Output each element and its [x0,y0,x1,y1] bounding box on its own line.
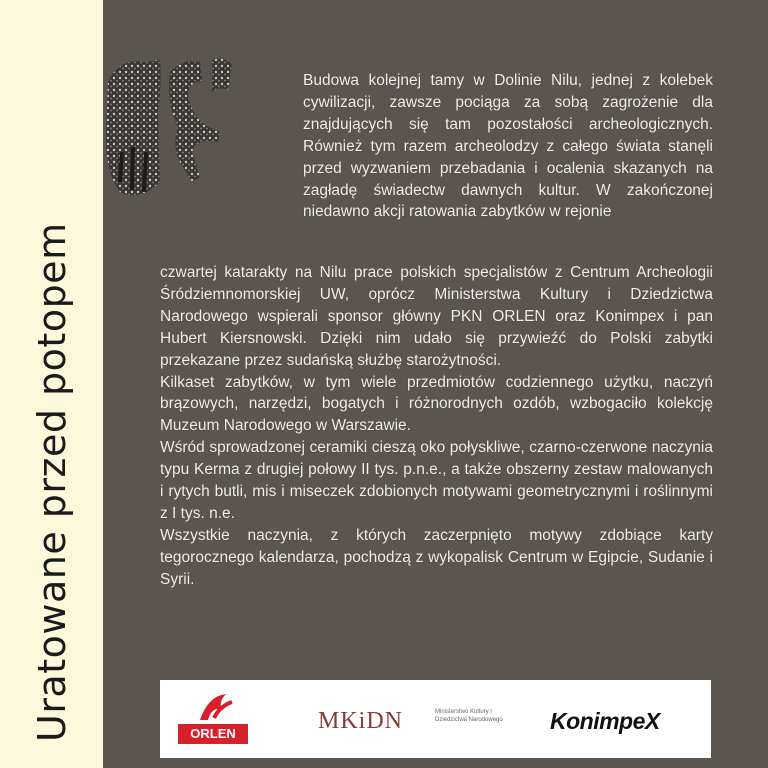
body-paragraph: Wśród sprowadzonej ceramiki cieszą oko połyskliwe, czarno-czerwone naczynia typu Kerma z drugiej połowy II tys. p.n.e., a także obszerny zestaw malowanych i rytych butli, mis i miseczek zdobionych motywami geometrycznymi i roślinnymi z I tys. n.e. [160,439,713,522]
orlen-logo [178,688,248,750]
orlen-eagle-icon [178,688,248,724]
body-paragraph: Kilkaset zabytków, w tym wiele przedmiotów codziennego użytku, naczyń brązowych, narzędzi, bogatych i różnorodnych ozdób, wzbogaciło kolekcję Muzeum Narodowego w Warszawie. [160,373,713,435]
sidebar-strip [0,0,103,768]
mkidn-subtitle: Ministerstwo Kultury i Dziedzictwa Narodowego [435,709,503,723]
body-paragraph: czwartej katarakty na Nilu prace polskich specjalistów z Centrum Archeologii Śródziemnomorskiej UW, oprócz Ministerstwa Kultury i Dziedzictwa Narodowego wspierali sponsor główny PKN ORLEN oraz Konimpex i pan Hubert Kiersnowski. Dzięki nim udało się przywieźć do Polski zabytki przekazane przez sudańską służbę starożytności. [160,264,713,369]
lead-paragraph: Budowa kolejnej tamy w Dolinie Nilu, jednej z kolebek cywilizacji, zawsze pociąga za sobą zagrożenie dla znajdujących się tam pozostałości archeologicznych. Również tym razem archeolodzy z całego świata stanęli przed wyzwaniem przebadania i ocalenia skazanych na zagładę świadectw dawnych kultur. W zakończonej niedawno akcji ratowania zabytków w rejonie [303,72,713,221]
konimpex-logo: KonimpeX [550,708,660,734]
sponsor-logos-bar [160,680,711,758]
orlen-wordmark: ORLEN [178,724,248,744]
body-text [160,262,713,591]
body-paragraph: Wszystkie naczynia, z których zaczerpnięto motywy zdobiące karty tegorocznego kalendarza, pochodzą z wykopalisk Centrum w Egipcie, Sudanie i Syrii. [160,526,713,588]
side-title: Uratowane przed potopem [30,222,74,742]
mkidn-logo: MKiDN [318,708,404,734]
artifact-fragments-image [100,52,280,212]
